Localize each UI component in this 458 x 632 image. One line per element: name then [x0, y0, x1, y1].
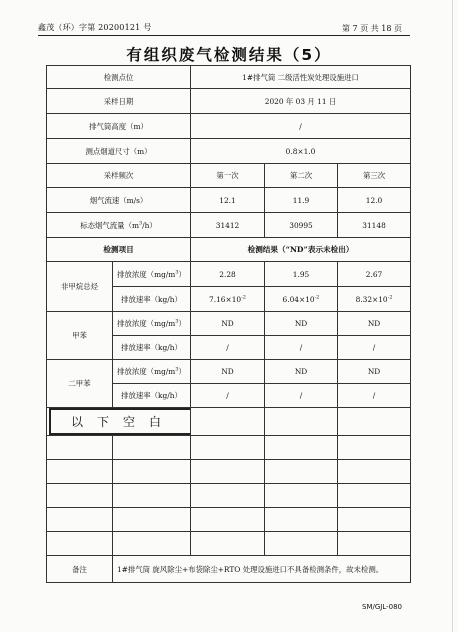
row-point: [47, 66, 411, 89]
blank-cell: [191, 532, 265, 556]
blank-cell: [113, 436, 191, 460]
nmhc-rate-3: $8.32\times 10^{-2}$: [338, 287, 411, 312]
date-value: 2020 年 03 月 11 日: [191, 89, 411, 114]
blank-note: 以下空白: [49, 408, 191, 435]
blank-cell: [265, 532, 338, 556]
row-blank: [47, 532, 411, 556]
results-table: [46, 65, 411, 583]
xylene-conc-1: ND: [191, 360, 265, 384]
pollutant-name: 非甲烷总烃: [47, 262, 113, 312]
toluene-rate-2: /: [265, 336, 338, 360]
conc-label: 排放浓度$(mg/m^3)$: [113, 360, 191, 384]
blank-cell: [265, 436, 338, 460]
xylene-rate-3: /: [338, 384, 411, 408]
blank-cell: [265, 408, 338, 436]
blank-cell: [191, 484, 265, 508]
nmhc-rate-2: $6.04\times 10^{-2}$: [265, 287, 338, 312]
toluene-conc-3: ND: [338, 312, 411, 336]
row-xylene-conc: [47, 360, 411, 384]
page-info: 第 7 页 共 18 页: [342, 24, 402, 33]
std-flow-2: 30995: [265, 213, 338, 238]
remark-text: 1#排气筒 旋风除尘+布袋除尘+RTO 处理设施进口不具备检测条件，故未检测。: [113, 556, 411, 583]
std-flow-3: 31148: [338, 213, 411, 238]
pollutant-name: 二甲苯: [47, 360, 113, 408]
blank-cell: [191, 408, 265, 436]
xylene-rate-2: /: [265, 384, 338, 408]
row-nmhc-conc: [47, 262, 411, 287]
point-label: 检测点位: [47, 66, 191, 89]
row-blank: [47, 460, 411, 484]
blank-cell: [113, 460, 191, 484]
nmhc-conc-1: 2.28: [191, 262, 265, 287]
report-title: 有组织废气检测结果（5）: [126, 46, 332, 64]
xylene-conc-2: ND: [265, 360, 338, 384]
run-3: 第三次: [338, 164, 411, 188]
velocity-2: 11.9: [265, 188, 338, 213]
blank-cell: [338, 436, 411, 460]
height-label: 排气筒高度（m）: [47, 114, 191, 139]
velocity-label: 烟气流速（m/s）: [47, 188, 191, 213]
blank-cell: [338, 508, 411, 532]
conc-label: 排放浓度$(mg/m^3)$: [113, 262, 191, 287]
blank-cell: [113, 508, 191, 532]
blank-cell: [47, 484, 113, 508]
row-std-flow: [47, 213, 411, 238]
rate-label: 排放速率（kg/h）: [113, 287, 191, 312]
date-label: 采样日期: [47, 89, 191, 114]
velocity-1: 12.1: [191, 188, 265, 213]
blank-cell: [338, 408, 411, 436]
height-value: /: [191, 114, 411, 139]
blank-cell: [338, 484, 411, 508]
toluene-rate-3: /: [338, 336, 411, 360]
nmhc-conc-2: 1.95: [265, 262, 338, 287]
xylene-rate-1: /: [191, 384, 265, 408]
row-blank: [47, 436, 411, 460]
conc-label: 排放浓度$(mg/m^3)$: [113, 312, 191, 336]
row-blank: [47, 484, 411, 508]
blank-cell: [338, 532, 411, 556]
run-2: 第二次: [265, 164, 338, 188]
row-remark: [47, 556, 411, 583]
row-blank-note: [47, 408, 411, 436]
blank-cell: [338, 460, 411, 484]
blank-cell: [265, 484, 338, 508]
nmhc-conc-3: 2.67: [338, 262, 411, 287]
row-date: [47, 89, 411, 114]
std-flow-label: 标态烟气流量$(m^3/h)$: [47, 213, 191, 238]
blank-cell: [47, 460, 113, 484]
remark-label: 备注: [47, 556, 113, 583]
blank-cell: [191, 436, 265, 460]
size-value: 0.8×1.0: [191, 139, 411, 164]
blank-cell: [47, 532, 113, 556]
item-header: 检测项目: [47, 238, 191, 262]
toluene-conc-2: ND: [265, 312, 338, 336]
blank-cell: [265, 460, 338, 484]
xylene-conc-3: ND: [338, 360, 411, 384]
pollutant-name: 甲苯: [47, 312, 113, 360]
row-toluene-conc: [47, 312, 411, 336]
run-1: 第一次: [191, 164, 265, 188]
rate-label: 排放速率（kg/h）: [113, 336, 191, 360]
blank-cell: [265, 508, 338, 532]
row-blank: [47, 508, 411, 532]
header-rule: [38, 35, 410, 36]
blank-cell: [113, 532, 191, 556]
blank-cell: [113, 484, 191, 508]
document-number: 鑫茂（环）字第 20200121 号: [38, 23, 152, 32]
row-freq: [47, 164, 411, 188]
blank-note-cell: [47, 408, 191, 436]
row-velocity: [47, 188, 411, 213]
toluene-conc-1: ND: [191, 312, 265, 336]
row-size: [47, 139, 411, 164]
std-flow-1: 31412: [191, 213, 265, 238]
form-code: SM/GJL-080: [362, 603, 402, 611]
blank-cell: [47, 508, 113, 532]
blank-cell: [47, 436, 113, 460]
size-label: 测点烟道尺寸（m）: [47, 139, 191, 164]
scan-edge: [452, 0, 453, 632]
freq-label: 采样频次: [47, 164, 191, 188]
velocity-3: 12.0: [338, 188, 411, 213]
toluene-rate-1: /: [191, 336, 265, 360]
blank-cell: [191, 508, 265, 532]
result-header: 检测结果（“ND”表示未检出）: [191, 238, 411, 262]
row-height: [47, 114, 411, 139]
blank-cell: [191, 460, 265, 484]
nmhc-rate-1: $7.16\times 10^{-2}$: [191, 287, 265, 312]
row-results-header: [47, 238, 411, 262]
point-value: 1#排气筒 二级活性炭处理设施进口: [191, 66, 411, 89]
rate-label: 排放速率（kg/h）: [113, 384, 191, 408]
